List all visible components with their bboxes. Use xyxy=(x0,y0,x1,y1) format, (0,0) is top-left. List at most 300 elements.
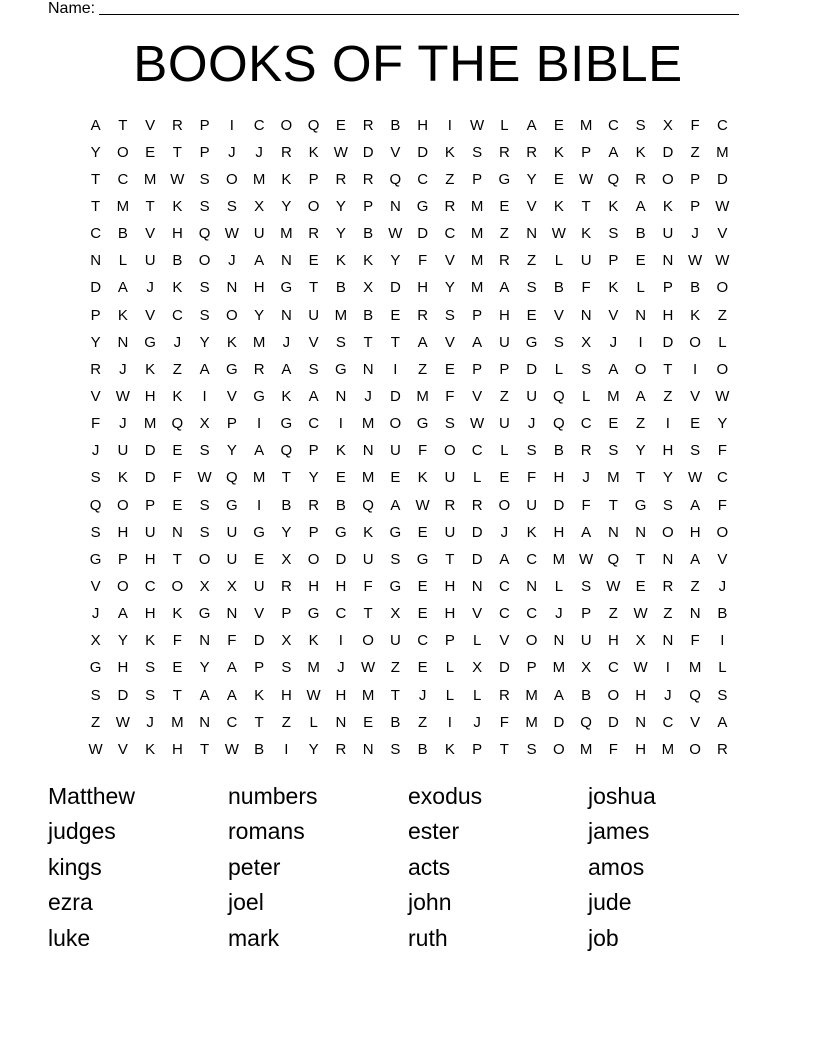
grid-letter[interactable]: Y xyxy=(308,469,319,487)
grid-letter[interactable]: K xyxy=(581,225,592,243)
grid-letter[interactable]: D xyxy=(417,143,429,161)
grid-letter[interactable]: W xyxy=(361,659,376,677)
grid-letter[interactable]: K xyxy=(335,252,346,270)
grid-letter[interactable]: V xyxy=(472,605,483,623)
grid-letter[interactable]: C xyxy=(607,116,619,134)
grid-letter[interactable]: G xyxy=(253,387,265,405)
grid-letter[interactable]: S xyxy=(472,143,483,161)
grid-letter[interactable]: O xyxy=(525,632,538,650)
grid-letter[interactable]: C xyxy=(308,415,320,433)
grid-letter[interactable]: U xyxy=(362,550,374,568)
grid-letter[interactable]: E xyxy=(172,442,183,460)
grid-letter[interactable]: S xyxy=(390,550,401,568)
grid-letter[interactable]: I xyxy=(202,387,207,405)
grid-letter[interactable]: A xyxy=(499,550,510,568)
grid-letter[interactable]: W xyxy=(115,713,130,731)
grid-letter[interactable]: K xyxy=(281,170,292,188)
grid-letter[interactable]: J xyxy=(582,469,590,487)
grid-letter[interactable]: P xyxy=(581,143,592,161)
grid-letter[interactable]: F xyxy=(608,740,618,758)
grid-letter[interactable]: O xyxy=(634,360,647,378)
grid-letter[interactable]: T xyxy=(608,496,618,514)
grid-letter[interactable]: D xyxy=(144,442,156,460)
grid-letter[interactable]: Y xyxy=(199,333,210,351)
grid-letter[interactable]: N xyxy=(580,306,592,324)
grid-letter[interactable]: S xyxy=(90,469,101,487)
grid-letter[interactable]: F xyxy=(581,496,591,514)
grid-letter[interactable]: S xyxy=(281,659,292,677)
grid-letter[interactable]: N xyxy=(662,252,674,270)
grid-letter[interactable]: V xyxy=(690,713,701,731)
grid-letter[interactable]: O xyxy=(689,740,701,758)
grid-letter[interactable]: W xyxy=(606,577,621,595)
grid-letter[interactable]: C xyxy=(417,170,429,188)
grid-letter[interactable]: H xyxy=(635,686,647,704)
grid-letter[interactable]: D xyxy=(471,523,483,541)
grid-letter[interactable]: G xyxy=(389,523,402,541)
grid-letter[interactable]: O xyxy=(716,279,729,297)
grid-letter[interactable]: F xyxy=(690,632,700,650)
grid-letter[interactable]: Q xyxy=(226,469,238,487)
grid-letter[interactable]: J xyxy=(228,252,236,270)
grid-letter[interactable]: F xyxy=(91,415,101,433)
grid-letter[interactable]: Z xyxy=(499,387,509,405)
grid-letter[interactable]: Y xyxy=(444,279,455,297)
grid-letter[interactable]: W xyxy=(688,252,703,270)
grid-letter[interactable]: W xyxy=(715,387,730,405)
grid-letter[interactable]: J xyxy=(609,333,618,351)
grid-letter[interactable]: E xyxy=(417,605,428,623)
grid-letter[interactable]: E xyxy=(635,252,646,270)
grid-letter[interactable]: H xyxy=(144,387,156,405)
grid-letter[interactable]: O xyxy=(716,360,729,378)
grid-letter[interactable]: W xyxy=(579,170,594,188)
grid-letter[interactable]: F xyxy=(581,279,591,297)
grid-letter[interactable]: A xyxy=(308,387,319,405)
grid-letter[interactable]: Y xyxy=(254,306,265,324)
grid-letter[interactable]: O xyxy=(444,442,456,460)
grid-letter[interactable]: M xyxy=(143,415,157,433)
grid-letter[interactable]: C xyxy=(716,469,728,487)
grid-letter[interactable]: S xyxy=(662,496,673,514)
grid-letter[interactable]: P xyxy=(90,306,101,324)
grid-letter[interactable]: U xyxy=(253,225,265,243)
grid-letter[interactable]: T xyxy=(281,469,291,487)
grid-letter[interactable]: W xyxy=(170,170,185,188)
grid-letter[interactable]: O xyxy=(498,496,511,514)
grid-letter[interactable]: A xyxy=(608,143,619,161)
grid-letter[interactable]: B xyxy=(690,279,701,297)
grid-letter[interactable]: L xyxy=(554,252,564,270)
grid-letter[interactable]: N xyxy=(635,306,647,324)
grid-letter[interactable]: R xyxy=(308,225,320,243)
grid-letter[interactable]: U xyxy=(526,496,538,514)
grid-letter[interactable]: A xyxy=(717,713,728,731)
grid-letter[interactable]: J xyxy=(500,523,509,541)
grid-letter[interactable]: M xyxy=(552,659,566,677)
grid-letter[interactable]: J xyxy=(146,713,154,731)
grid-letter[interactable]: V xyxy=(717,225,728,243)
grid-letter[interactable]: R xyxy=(471,496,483,514)
grid-letter[interactable]: N xyxy=(635,713,647,731)
grid-letter[interactable]: Y xyxy=(281,523,292,541)
grid-letter[interactable]: B xyxy=(117,225,128,243)
grid-letter[interactable]: N xyxy=(526,577,538,595)
grid-letter[interactable]: Z xyxy=(690,143,700,161)
grid-letter[interactable]: Y xyxy=(526,170,537,188)
grid-letter[interactable]: Z xyxy=(172,360,182,378)
grid-letter[interactable]: X xyxy=(581,333,592,351)
grid-letter[interactable]: C xyxy=(335,605,347,623)
grid-letter[interactable]: I xyxy=(693,360,698,378)
grid-letter[interactable]: T xyxy=(363,333,373,351)
grid-letter[interactable]: S xyxy=(581,577,592,595)
grid-letter[interactable]: T xyxy=(200,740,210,758)
grid-letter[interactable]: P xyxy=(145,496,156,514)
grid-letter[interactable]: P xyxy=(254,659,265,677)
grid-letter[interactable]: Z xyxy=(418,713,428,731)
grid-letter[interactable]: M xyxy=(716,143,729,161)
grid-letter[interactable]: J xyxy=(91,605,100,623)
grid-letter[interactable]: U xyxy=(444,469,456,487)
grid-letter[interactable]: G xyxy=(335,360,347,378)
grid-letter[interactable]: Y xyxy=(90,333,101,351)
grid-letter[interactable]: W xyxy=(197,469,212,487)
grid-letter[interactable]: I xyxy=(257,415,262,433)
grid-letter[interactable]: V xyxy=(526,197,537,215)
grid-letter[interactable]: C xyxy=(226,713,238,731)
grid-letter[interactable]: M xyxy=(361,686,375,704)
grid-letter[interactable]: U xyxy=(308,306,320,324)
grid-letter[interactable]: Y xyxy=(662,469,673,487)
grid-letter[interactable]: S xyxy=(145,686,156,704)
grid-letter[interactable]: A xyxy=(199,686,210,704)
grid-letter[interactable]: N xyxy=(662,632,674,650)
grid-letter[interactable]: S xyxy=(199,170,210,188)
grid-letter[interactable]: N xyxy=(362,740,374,758)
grid-letter[interactable]: C xyxy=(580,415,592,433)
grid-letter[interactable]: E xyxy=(172,659,183,677)
grid-letter[interactable]: L xyxy=(500,116,509,134)
grid-letter[interactable]: C xyxy=(144,577,156,595)
grid-letter[interactable]: X xyxy=(581,659,592,677)
grid-letter[interactable]: D xyxy=(362,143,374,161)
grid-letter[interactable]: D xyxy=(117,686,129,704)
grid-letter[interactable]: W xyxy=(715,197,730,215)
grid-letter[interactable]: A xyxy=(117,605,128,623)
grid-letter[interactable]: R xyxy=(90,360,102,378)
grid-letter[interactable]: B xyxy=(635,225,646,243)
grid-letter[interactable]: T xyxy=(663,360,673,378)
grid-letter[interactable]: U xyxy=(389,442,401,460)
grid-letter[interactable]: X xyxy=(281,632,292,650)
grid-letter[interactable]: F xyxy=(172,469,182,487)
grid-letter[interactable]: J xyxy=(473,713,481,731)
grid-letter[interactable]: H xyxy=(171,225,183,243)
grid-letter[interactable]: A xyxy=(226,686,237,704)
grid-letter[interactable]: A xyxy=(690,496,701,514)
grid-letter[interactable]: A xyxy=(254,442,265,460)
grid-letter[interactable]: V xyxy=(608,306,619,324)
grid-letter[interactable]: P xyxy=(308,170,319,188)
grid-letter[interactable]: R xyxy=(417,306,429,324)
grid-letter[interactable]: E xyxy=(499,469,510,487)
grid-letter[interactable]: Y xyxy=(308,740,319,758)
grid-letter[interactable]: E xyxy=(363,713,374,731)
grid-letter[interactable]: T xyxy=(581,197,591,215)
grid-letter[interactable]: F xyxy=(690,116,700,134)
grid-letter[interactable]: U xyxy=(144,523,156,541)
grid-letter[interactable]: O xyxy=(307,197,320,215)
grid-letter[interactable]: I xyxy=(338,415,343,433)
grid-letter[interactable]: X xyxy=(472,659,483,677)
grid-letter[interactable]: K xyxy=(254,686,265,704)
grid-letter[interactable]: N xyxy=(471,577,483,595)
grid-letter[interactable]: U xyxy=(117,442,129,460)
grid-letter[interactable]: B xyxy=(553,442,564,460)
grid-letter[interactable]: W xyxy=(88,740,103,758)
grid-letter[interactable]: V xyxy=(553,306,564,324)
grid-letter[interactable]: O xyxy=(662,523,674,541)
grid-letter[interactable]: X xyxy=(363,279,374,297)
grid-letter[interactable]: K xyxy=(444,740,455,758)
grid-letter[interactable]: G xyxy=(144,333,156,351)
grid-letter[interactable]: Q xyxy=(362,496,374,514)
grid-letter[interactable]: B xyxy=(390,713,401,731)
grid-letter[interactable]: W xyxy=(688,469,703,487)
grid-letter[interactable]: C xyxy=(253,116,265,134)
grid-letter[interactable]: S xyxy=(608,225,619,243)
grid-letter[interactable]: G xyxy=(226,360,238,378)
grid-letter[interactable]: M xyxy=(252,333,266,351)
grid-letter[interactable]: V xyxy=(444,252,455,270)
grid-letter[interactable]: F xyxy=(717,442,727,460)
grid-letter[interactable]: P xyxy=(472,170,483,188)
grid-letter[interactable]: S xyxy=(90,523,101,541)
grid-letter[interactable]: P xyxy=(526,659,537,677)
grid-letter[interactable]: T xyxy=(363,605,373,623)
grid-letter[interactable]: A xyxy=(254,252,265,270)
grid-letter[interactable]: E xyxy=(608,415,619,433)
grid-letter[interactable]: Q xyxy=(171,415,184,433)
grid-letter[interactable]: J xyxy=(337,659,345,677)
grid-letter[interactable]: H xyxy=(117,523,129,541)
grid-letter[interactable]: F xyxy=(227,632,237,650)
grid-letter[interactable]: G xyxy=(335,523,347,541)
grid-letter[interactable]: Q xyxy=(553,387,565,405)
grid-letter[interactable]: K xyxy=(363,252,374,270)
grid-letter[interactable]: J xyxy=(255,143,263,161)
grid-letter[interactable]: G xyxy=(416,550,429,568)
grid-letter[interactable]: K xyxy=(363,523,374,541)
grid-letter[interactable]: P xyxy=(472,740,483,758)
grid-letter[interactable]: J xyxy=(119,360,127,378)
grid-letter[interactable]: L xyxy=(309,713,318,731)
grid-letter[interactable]: A xyxy=(199,360,210,378)
grid-letter[interactable]: N xyxy=(90,252,102,270)
grid-letter[interactable]: C xyxy=(498,605,510,623)
grid-letter[interactable]: K xyxy=(417,469,428,487)
grid-letter[interactable]: G xyxy=(498,170,511,188)
grid-letter[interactable]: Z xyxy=(499,225,509,243)
grid-letter[interactable]: V xyxy=(117,740,128,758)
grid-letter[interactable]: C xyxy=(117,170,129,188)
grid-letter[interactable]: O xyxy=(389,415,402,433)
grid-letter[interactable]: G xyxy=(416,197,429,215)
grid-letter[interactable]: X xyxy=(199,577,210,595)
grid-letter[interactable]: E xyxy=(690,415,701,433)
grid-letter[interactable]: K xyxy=(172,605,183,623)
grid-letter[interactable]: D xyxy=(417,225,429,243)
grid-letter[interactable]: H xyxy=(689,523,701,541)
grid-letter[interactable]: D xyxy=(471,550,483,568)
grid-letter[interactable]: K xyxy=(226,333,237,351)
grid-letter[interactable]: M xyxy=(361,469,375,487)
grid-letter[interactable]: S xyxy=(390,740,401,758)
grid-letter[interactable]: P xyxy=(117,550,128,568)
grid-letter[interactable]: I xyxy=(720,632,725,650)
grid-letter[interactable]: E xyxy=(172,496,183,514)
grid-letter[interactable]: D xyxy=(144,469,156,487)
grid-letter[interactable]: N xyxy=(635,523,647,541)
grid-letter[interactable]: F xyxy=(527,469,537,487)
grid-letter[interactable]: F xyxy=(445,387,455,405)
grid-letter[interactable]: U xyxy=(580,252,592,270)
grid-letter[interactable]: D xyxy=(389,279,401,297)
grid-letter[interactable]: P xyxy=(472,360,483,378)
grid-letter[interactable]: S xyxy=(608,442,619,460)
grid-letter[interactable]: R xyxy=(635,170,647,188)
grid-letter[interactable]: C xyxy=(417,632,429,650)
grid-letter[interactable]: P xyxy=(662,279,673,297)
grid-letter[interactable]: W xyxy=(470,116,485,134)
grid-letter[interactable]: A xyxy=(581,523,592,541)
grid-letter[interactable]: T xyxy=(636,550,646,568)
grid-letter[interactable]: L xyxy=(500,442,509,460)
grid-letter[interactable]: X xyxy=(635,632,646,650)
grid-letter[interactable]: M xyxy=(579,740,593,758)
grid-letter[interactable]: H xyxy=(171,740,183,758)
grid-letter[interactable]: C xyxy=(171,306,183,324)
grid-letter[interactable]: H xyxy=(553,469,565,487)
grid-letter[interactable]: N xyxy=(362,360,374,378)
grid-letter[interactable]: E xyxy=(499,197,510,215)
grid-letter[interactable]: V xyxy=(226,387,237,405)
grid-letter[interactable]: S xyxy=(199,523,210,541)
grid-letter[interactable]: K xyxy=(145,740,156,758)
grid-letter[interactable]: W xyxy=(224,740,239,758)
grid-letter[interactable]: M xyxy=(661,740,675,758)
grid-letter[interactable]: L xyxy=(472,686,482,704)
grid-letter[interactable]: N xyxy=(199,713,211,731)
grid-letter[interactable]: S xyxy=(90,686,101,704)
grid-letter[interactable]: O xyxy=(117,143,129,161)
grid-letter[interactable]: M xyxy=(688,659,702,677)
grid-letter[interactable]: B xyxy=(335,496,346,514)
grid-letter[interactable]: W xyxy=(333,143,348,161)
grid-letter[interactable]: J xyxy=(146,279,154,297)
grid-letter[interactable]: Z xyxy=(636,415,646,433)
grid-letter[interactable]: S xyxy=(199,279,210,297)
grid-letter[interactable]: T xyxy=(91,170,101,188)
grid-letter[interactable]: C xyxy=(498,577,510,595)
grid-letter[interactable]: W xyxy=(470,415,485,433)
grid-letter[interactable]: I xyxy=(284,740,289,758)
grid-letter[interactable]: Y xyxy=(335,225,346,243)
grid-letter[interactable]: X xyxy=(199,415,210,433)
grid-letter[interactable]: Y xyxy=(199,659,210,677)
grid-letter[interactable]: A xyxy=(390,496,401,514)
grid-letter[interactable]: H xyxy=(335,686,347,704)
grid-letter[interactable]: M xyxy=(361,415,375,433)
grid-letter[interactable]: Z xyxy=(717,306,727,324)
grid-letter[interactable]: W xyxy=(579,550,594,568)
grid-letter[interactable]: K xyxy=(444,143,455,161)
grid-letter[interactable]: H xyxy=(635,740,647,758)
grid-letter[interactable]: U xyxy=(526,387,538,405)
grid-letter[interactable]: T xyxy=(118,116,128,134)
grid-letter[interactable]: E xyxy=(553,116,564,134)
grid-letter[interactable]: Q xyxy=(198,225,211,243)
grid-letter[interactable]: V xyxy=(690,387,701,405)
grid-letter[interactable]: U xyxy=(580,632,592,650)
grid-letter[interactable]: Z xyxy=(663,605,673,623)
grid-letter[interactable]: N xyxy=(362,442,374,460)
grid-letter[interactable]: R xyxy=(335,170,347,188)
grid-letter[interactable]: W xyxy=(551,225,566,243)
grid-letter[interactable]: K xyxy=(117,306,128,324)
grid-letter[interactable]: Z xyxy=(281,713,291,731)
grid-letter[interactable]: U xyxy=(253,577,265,595)
grid-letter[interactable]: B xyxy=(363,225,374,243)
grid-letter[interactable]: P xyxy=(363,197,374,215)
grid-letter[interactable]: F xyxy=(363,577,373,595)
grid-letter[interactable]: X xyxy=(281,550,292,568)
grid-letter[interactable]: H xyxy=(308,577,320,595)
grid-letter[interactable]: X xyxy=(90,632,101,650)
grid-letter[interactable]: W xyxy=(415,496,430,514)
grid-letter[interactable]: Z xyxy=(445,170,455,188)
grid-letter[interactable]: I xyxy=(229,116,234,134)
grid-letter[interactable]: J xyxy=(282,333,291,351)
grid-letter[interactable]: M xyxy=(525,713,538,731)
grid-letter[interactable]: U xyxy=(498,333,510,351)
grid-letter[interactable]: H xyxy=(417,279,429,297)
grid-letter[interactable]: V xyxy=(254,605,265,623)
grid-letter[interactable]: R xyxy=(362,116,374,134)
grid-letter[interactable]: H xyxy=(553,523,565,541)
grid-letter[interactable]: V xyxy=(145,116,156,134)
grid-letter[interactable]: Z xyxy=(690,577,700,595)
grid-letter[interactable]: V xyxy=(444,333,455,351)
grid-letter[interactable]: P xyxy=(608,252,619,270)
grid-letter[interactable]: S xyxy=(335,333,346,351)
grid-letter[interactable]: F xyxy=(717,496,727,514)
grid-letter[interactable]: D xyxy=(389,387,401,405)
grid-letter[interactable]: J xyxy=(418,686,427,704)
grid-letter[interactable]: V xyxy=(145,306,156,324)
grid-letter[interactable]: Q xyxy=(607,550,620,568)
grid-letter[interactable]: K xyxy=(635,143,646,161)
grid-letter[interactable]: S xyxy=(717,686,728,704)
grid-letter[interactable]: Y xyxy=(717,415,728,433)
grid-letter[interactable]: I xyxy=(257,496,262,514)
grid-letter[interactable]: G xyxy=(226,496,238,514)
grid-letter[interactable]: S xyxy=(199,442,210,460)
grid-letter[interactable]: R xyxy=(253,360,265,378)
grid-letter[interactable]: O xyxy=(198,252,211,270)
grid-letter[interactable]: I xyxy=(447,116,452,134)
